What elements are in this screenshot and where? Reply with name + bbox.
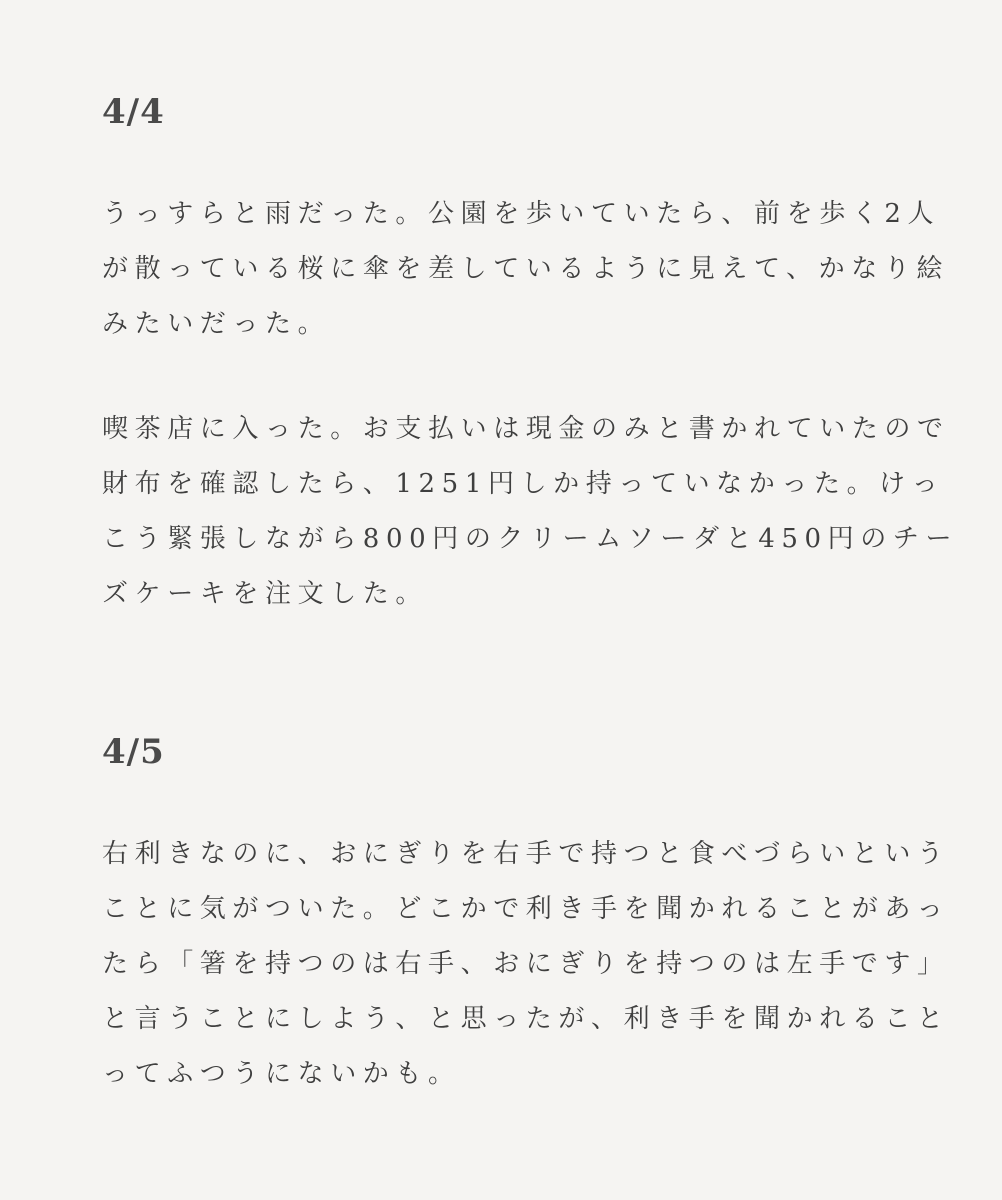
- entry-date: 4/5: [102, 732, 165, 772]
- text-line: うっすらと雨だった。公園を歩いていたら、前を歩く2人: [102, 199, 941, 229]
- paragraph: [102, 402, 959, 622]
- paragraph: [102, 827, 950, 1102]
- text-line: たら「箸を持つのは右手、おにぎりを持つのは左手です」: [102, 949, 950, 979]
- text-line: こう緊張しながら800円のクリームソーダと450円のチー: [102, 524, 959, 554]
- entry-date: 4/4: [102, 92, 165, 132]
- text-line: 右利きなのに、おにぎりを右手で持つと食べづらいという: [102, 839, 950, 869]
- text-line: 喫茶店に入った。お支払いは現金のみと書かれていたので: [102, 414, 950, 444]
- text-line: と言うことにしよう、と思ったが、利き手を聞かれること: [102, 1004, 950, 1034]
- text-line: ことに気がついた。どこかで利き手を聞かれることがあっ: [102, 894, 950, 924]
- paragraph: [102, 187, 950, 352]
- text-line: みたいだった。: [102, 309, 331, 339]
- text-line: が散っている桜に傘を差しているように見えて、かなり絵: [102, 254, 950, 284]
- text-line: 財布を確認したら、1251円しか持っていなかった。けっ: [102, 469, 945, 499]
- entry-body: [102, 827, 950, 1102]
- entry-body: [102, 187, 959, 622]
- diary-entry-apr-5: [102, 732, 950, 1102]
- text-line: ズケーキを注文した。: [102, 579, 429, 609]
- text-line: ってふつうにないかも。: [102, 1059, 461, 1089]
- diary-entry-apr-4: [102, 92, 959, 622]
